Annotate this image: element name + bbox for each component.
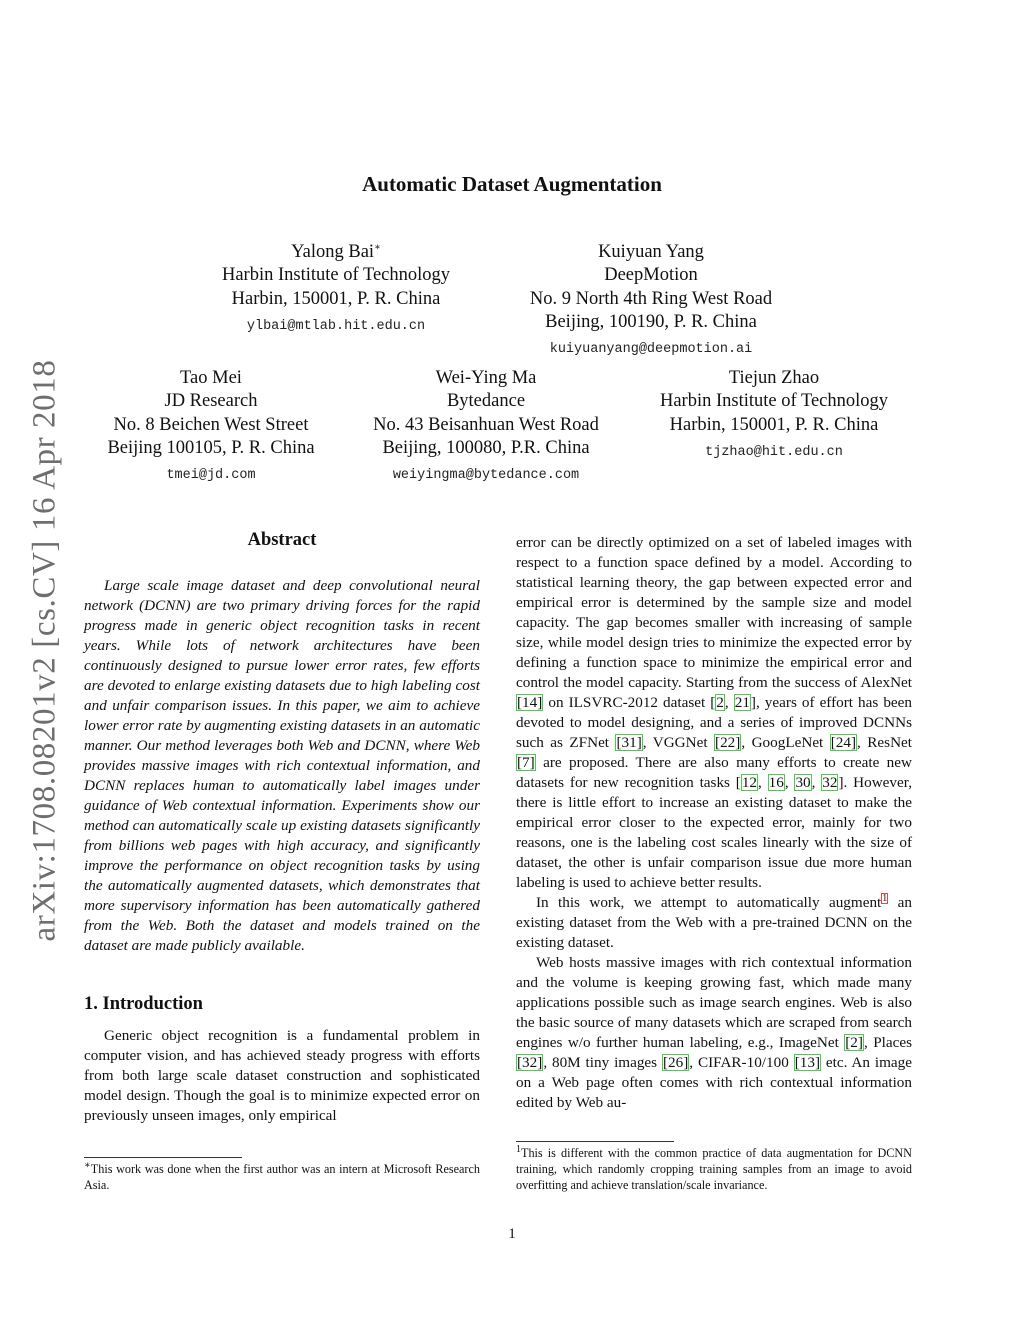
citation-link[interactable]: [14] [517, 694, 543, 711]
body-paragraph: error can be directly optimized on a set of labeled images with respect to a function space defined by a model. According to statistical learning theory, the gap between expected error and empirical error is determined by the sample size and model capacity. The gap becomes smaller with increasing of sample size, while model design tries to minimize the expected error by defining a function space to minimize the empirical error and control the model capacity. Starting from the success of AlexNet [14] on ILSVRC-2012 dataset [2, 21], years of effort has been devoted to model designing, and a series of improved DCNNs such as ZFNet [31], VGGNet [22], GoogLeNet [24], ResNet [7] are proposed. There are also many efforts to create new datasets for new recognition tasks [12, 16, 30, 32]. However, there is little effort to increase an existing dataset to make the empirical error closer to the expected error, mainly for two reasons, one is the labeling cost scales linearly with the size of dataset, the other is unfair comparison issue due more human labeling is used to achieve better results. [516, 534, 913, 891]
footnote-left [84, 1161, 480, 1193]
citation-link[interactable]: 12 [741, 774, 758, 791]
footnote-rule [84, 1157, 242, 1158]
author-address: Beijing, 100190, P. R. China [545, 311, 757, 332]
author-block [86, 367, 336, 487]
introduction-paragraph: Generic object recognition is a fundamental problem in computer vision, and has achieved steady progress with efforts from both large scale dataset construction and sophisticated model design. Though the goal is to minimize expected error on previously unseen images, only empirical [84, 1027, 480, 1124]
footnote-text: This work was done when the first author was an intern at Microsoft Research Asia. [84, 1162, 480, 1192]
author-address: No. 8 Beichen West Street [113, 414, 309, 435]
citation-link[interactable]: 30 [795, 774, 811, 791]
author-footnote-mark: ∗ [374, 241, 381, 253]
author-address: Beijing 100105, P. R. China [107, 437, 315, 458]
paper-title: Automatic Dataset Augmentation [362, 172, 662, 196]
author-name: Wei-Ying Ma [435, 368, 537, 388]
right-column [516, 533, 912, 1113]
author-name: Kuiyuan Yang [598, 242, 704, 262]
author-affiliation: Harbin Institute of Technology [659, 391, 889, 412]
abstract-heading: Abstract [247, 530, 317, 550]
author-address: No. 9 North 4th Ring West Road [529, 288, 773, 309]
citation-link[interactable]: 32 [822, 774, 838, 791]
abstract-text: Large scale image dataset and deep convolutional neural network (DCNN) are two primary driving forces for the rapid progress made in generic object recognition tasks in recent years. While lots of network architectures have been continuously designed to pursue lower error rates, few efforts are devoted to enlarge existing datasets due to high labeling cost and unfair comparison issues. In this paper, we aim to achieve lower error rate by augmenting existing datasets in an automatic manner. Our method leverages both Web and DCNN, where Web provides massive images with rich contextual information, and DCNN replaces human to automatically label images under guidance of Web contextual information. Experiments show our method can automatically scale up existing datasets significantly from billions web pages with high accuracy, and significantly improve the performance on object recognition tasks by using the automatically augmented datasets, which demonstrates that more supervisory information has been automatically gathered from the Web. Both the dataset and models trained on the dataset are made publicly available. [84, 577, 480, 954]
author-block [636, 367, 912, 464]
citation-link[interactable]: 21 [734, 694, 750, 711]
citation-link[interactable]: [32] [517, 1054, 543, 1071]
arxiv-stamp-text: arXiv:1708.08201v2 [cs.CV] 16 Apr 2018 [26, 359, 63, 941]
citation-link[interactable]: [26] [662, 1054, 689, 1071]
author-address: Harbin, 150001, P. R. China [669, 414, 879, 435]
citation-link[interactable]: [31] [616, 734, 642, 751]
author-email[interactable]: tmei@jd.com [166, 468, 256, 484]
body-paragraph: In this work, we attempt to automatically augment$^1$ an existing dataset from the Web with a pre-trained DCNN on the existing dataset. [516, 892, 912, 951]
citation-link[interactable]: 2 [716, 694, 724, 711]
footnote-mark: ∗ [84, 1159, 91, 1171]
body-paragraph: Web hosts massive images with rich contextual information and the volume is keeping growing fast, which made many applications possible such as image search engines. Web is also the basic source of many datasets which are scraped from search engines w/o further human labeling, e.g., ImageNet [2], Places [32], 80M tiny images [26], CIFAR-10/100 [13] etc. An image on a Web page often comes with rich contextual information edited by Web au- [516, 954, 912, 1111]
author-affiliation: DeepMotion [604, 265, 698, 286]
author-email[interactable]: weiyingma@bytedance.com [392, 468, 580, 484]
author-affiliation: JD Research [164, 391, 258, 412]
footnote-rule [516, 1141, 674, 1142]
citation-link[interactable]: [13] [794, 1054, 821, 1071]
author-block [351, 367, 621, 487]
citation-link[interactable]: 16 [768, 774, 784, 791]
citation-link[interactable]: [2] [845, 1034, 863, 1051]
footnote-text: This is different with the common practice of data augmentation for DCNN training, which randomly cropping training samples from an image to avoid overfitting and achieve translation/scale invariance. [516, 1146, 912, 1192]
author-affiliation: Bytedance [446, 391, 526, 412]
author-block [496, 241, 806, 361]
arxiv-stamp [20, 350, 70, 950]
citation-link[interactable]: [7] [517, 754, 535, 771]
citation-link[interactable]: [24] [830, 734, 857, 751]
footnote-link[interactable]: 1 [882, 892, 888, 904]
page-number: 1 [508, 1226, 516, 1242]
author-block [176, 241, 496, 338]
author-email[interactable]: kuiyuanyang@deepmotion.ai [549, 342, 753, 358]
citation-link[interactable]: [22] [715, 734, 741, 751]
author-address: Harbin, 150001, P. R. China [231, 288, 441, 309]
author-name: Tao Mei [180, 368, 242, 388]
footnote-mark: 1 [516, 1143, 521, 1155]
author-name: Yalong Bai [291, 242, 375, 262]
author-email[interactable]: tjzhao@hit.edu.cn [705, 444, 843, 460]
author-affiliation: Harbin Institute of Technology [221, 265, 451, 286]
author-email[interactable]: ylbai@mtlab.hit.edu.cn [246, 318, 426, 334]
author-address: Beijing, 100080, P.R. China [382, 437, 590, 458]
left-column [84, 530, 480, 1126]
author-name: Tiejun Zhao [728, 368, 820, 388]
author-address: No. 43 Beisanhuan West Road [373, 414, 599, 435]
introduction-heading: 1. Introduction [84, 994, 203, 1014]
footnote-right [516, 1145, 912, 1193]
